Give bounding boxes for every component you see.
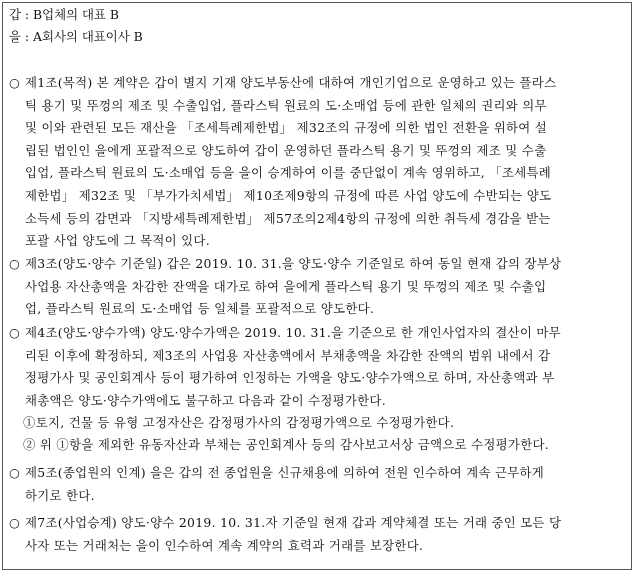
party-gap: 갑 : B업체의 대표 B [9, 7, 119, 22]
clause-line: 제7조(사업승계) 양도·양수 2019. 10. 31.자 기준일 현재 갑과 계약체결 또는 거래 중인 모든 당 [25, 515, 562, 530]
clause-bullet: ○ [9, 515, 20, 530]
clause-line: 제3조(양도·양수 기준일) 갑은 2019. 10. 31.을 양도·양수 기준일로 하여 동일 현재 갑의 장부상 [25, 256, 562, 271]
clause-line: 포괄 사업 양도에 그 목적이 있다. [25, 233, 210, 249]
clause-line: 사업용 자산총액을 차감한 잔액을 대가로 하여 을에게 플라스틱 용기 및 뚜껑의 제조 및 수출입 [25, 278, 547, 294]
clause-line: 제4조(양도·양수가액) 양도·양수가액은 2019. 10. 31.을 기준으로 한 개인사업자의 결산이 마무 [25, 325, 561, 340]
clause-bullet: ○ [9, 465, 20, 480]
clause-article-5 [9, 462, 625, 507]
clause-article-7 [9, 512, 625, 557]
clause-bullet: ○ [9, 325, 20, 340]
clause-article-3 [9, 253, 625, 321]
clause-line: 리된 이후에 확정하되, 제3조의 사업용 자산총액에서 부채총액을 차감한 잔액의 범위 내에서 감 [25, 347, 551, 363]
clause-4-sub-item-2: ② 위 ①항을 제외한 유동자산과 부채는 공인회계사 등의 감사보고서상 금액으로 수정평가한다. [23, 437, 549, 452]
clause-line: 업, 플라스틱 원료의 도·소매업 등 일체를 포괄적으로 양도한다. [25, 301, 375, 317]
clause-line: 사자 또는 거래처는 을이 인수하여 계속 계약의 효력과 거래를 보장한다. [25, 537, 424, 553]
clause-line: 제5조(종업원의 인계) 을은 갑의 전 종업원을 신규채용에 의하여 전원 인수하여 계속 근무하게 [25, 465, 545, 480]
clause-line: 소득세 등의 감면과 「지방세특례제한법」 제57조의2제4항의 규정에 의한 취득세 경감을 받는 [25, 210, 551, 226]
clause-bullet: ○ [9, 256, 20, 271]
clause-bullet: ○ [9, 75, 20, 90]
clause-article-1 [9, 72, 625, 253]
clause-line: 틱 용기 및 뚜껑의 제조 및 수출입업, 플라스틱 원료의 도·소매업 등에 관한 일체의 권리와 의무 [25, 97, 547, 113]
clause-line: 제1조(목적) 본 계약은 갑이 별지 기재 양도부동산에 대하여 개인기업으로 운영하고 있는 플라스 [25, 75, 557, 90]
clause-line: 립된 법인인 을에게 포괄적으로 양도하여 갑이 운영하던 플라스틱 용기 및 뚜껑의 제조 및 수출 [25, 142, 547, 158]
clause-line: 및 이와 관련된 모든 재산을 「조세특례제한법」 제32조의 규정에 의한 법인 전환을 위하여 설 [25, 120, 548, 136]
clause-line: 입업, 플라스틱 원료의 도·소매업 등을 을이 승계하여 이를 중단없이 계속 영위하고, 「조세특례 [25, 165, 551, 181]
clause-line: 정평가사 및 공인회계사 등이 평가하여 인정하는 가액을 양도·양수가액으로 하며, 자산총액과 부 [25, 370, 555, 386]
clause-line: 채총액은 양도·양수가액에도 불구하고 다음과 같이 수정평가한다. [25, 392, 386, 408]
contract-document [2, 2, 632, 570]
party-eul: 을 : A회사의 대표이사 B [9, 29, 143, 44]
clause-line: 하기로 한다. [25, 487, 95, 503]
clause-4-sub-item-1: ①토지, 건물 등 유형 고정자산은 감정평가사의 감정평가액으로 수정평가한다. [23, 415, 455, 430]
clause-article-4 [9, 322, 625, 412]
clause-line: 제한법」 제32조 및 「부가가치세법」 제10조제9항의 규정에 따른 사업 양도에 수반되는 양도 [25, 187, 552, 203]
